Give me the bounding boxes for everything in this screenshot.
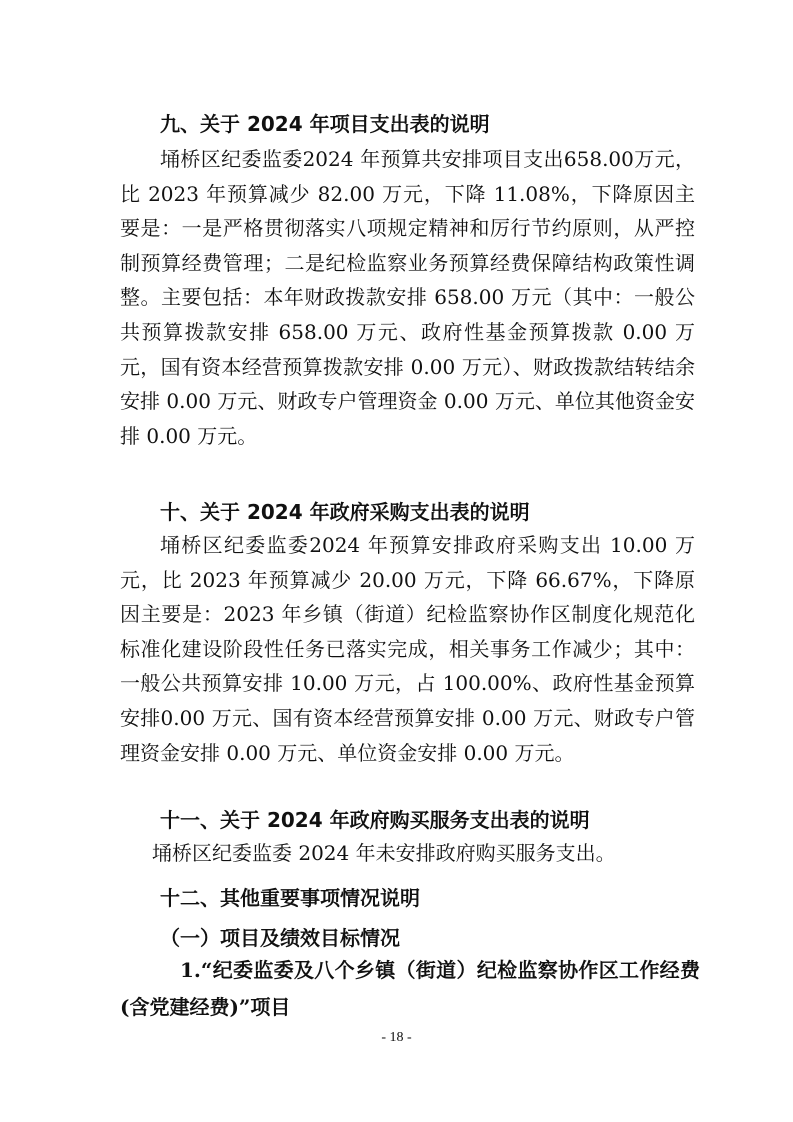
section-9-heading: 九、关于 2024 年项目支出表的说明 xyxy=(160,112,490,136)
section-12-subheading: （一）项目及绩效目标情况 xyxy=(160,926,400,950)
section-12-heading: 十二、其他重要事项情况说明 xyxy=(160,886,420,910)
project-item-title: 1.“纪委监委及八个乡镇（街道）纪检监察协作区工作经费(含党建经费)”项目 xyxy=(120,958,700,1019)
section-11-heading: 十一、关于 2024 年政府购买服务支出表的说明 xyxy=(160,808,590,832)
section-10-body: 埇桥区纪委监委2024 年预算安排政府采购支出 10.00 万元，比 2023 年预算减少 20.00 万元，下降 66.67%，下降原因主要是：2023 年乡镇（街道）纪检监察协作区制度化规范化标准化建设阶段性任务已落实完成，相关事务工作减少；其中：一般公共预算安排 10.00 万元，占 100.00%、政府性基金预算安排0.00 万元、国有资本经营预算安排 0.00 万元、财政专户管理资金安排 0.00 万元、单位资金安排 0.00 万元。 xyxy=(120,533,695,765)
section-10-heading: 十、关于 2024 年政府采购支出表的说明 xyxy=(160,500,530,524)
page-number: - 18 - xyxy=(381,1030,412,1045)
section-9-body: 埇桥区纪委监委2024 年预算共安排项目支出658.00万元，比 2023 年预算减少 82.00 万元，下降 11.08%，下降原因主要是：一是严格贯彻落实八项规定精神和厉行节约原则，从严控制预算经费管理；二是纪检监察业务预算经费保障结构政策性调整。主要包括：本年财政拨款安排 658.00 万元（其中：一般公共预算拨款安排 658.00 万元、政府性基金预算拨款 0.00 万元，国有资本经营预算拨款安排 0.00 万元）、财政拨款结转结余安排 0.00 万元、财政专户管理资金 0.00 万元、单位其他资金安排 0.00 万元。 xyxy=(120,147,695,448)
section-11-body: 埇桥区纪委监委 2024 年未安排政府购买服务支出。 xyxy=(152,841,616,865)
